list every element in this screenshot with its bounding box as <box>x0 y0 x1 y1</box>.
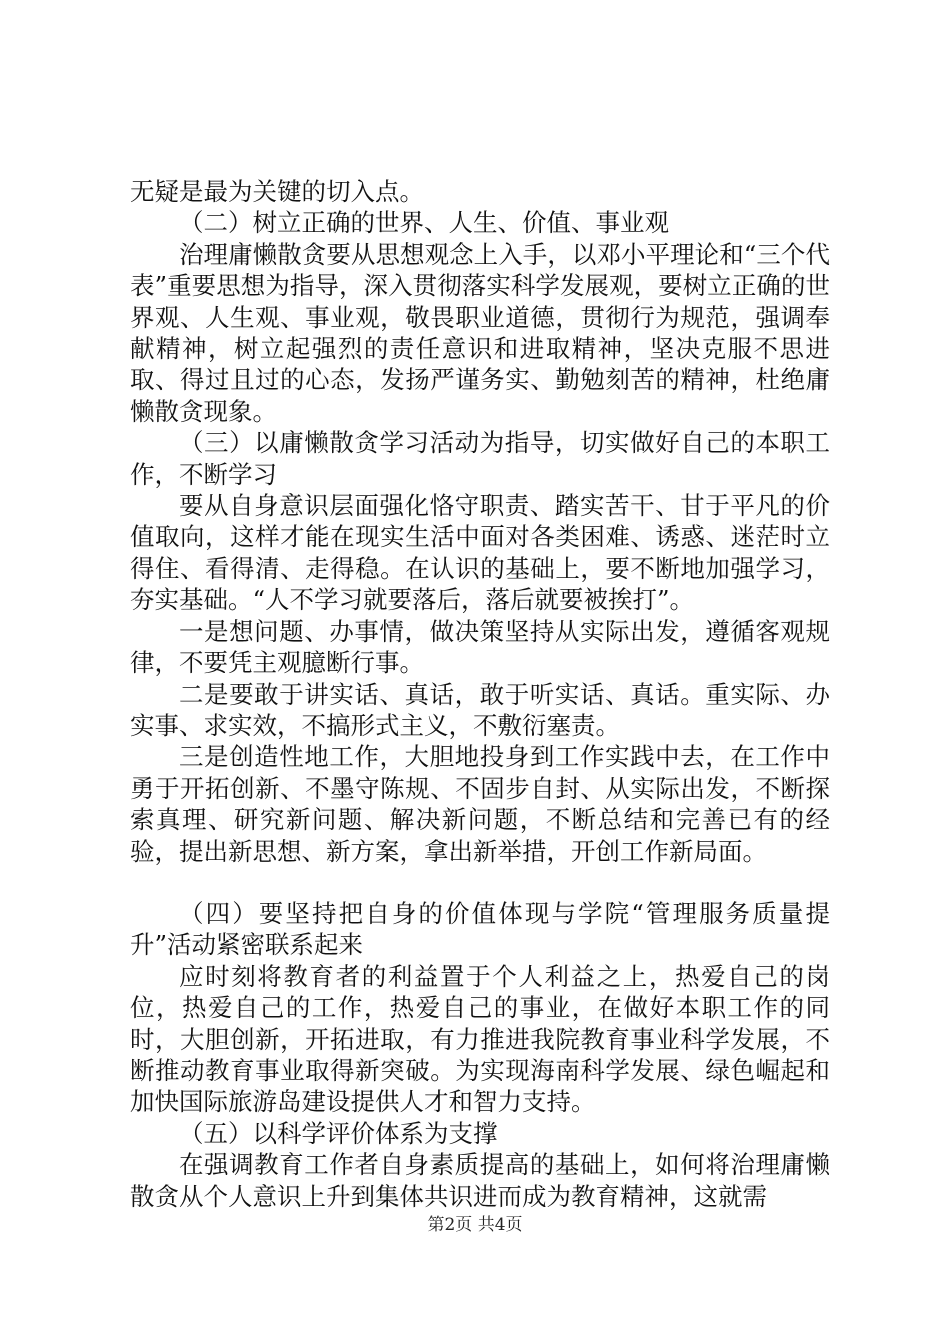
section-heading: （四）要坚持把自身的价值体现与学院“管理服务质量提升”活动紧密联系起来 <box>130 898 830 960</box>
section-heading: （五）以科学评价体系为支撑 <box>179 1118 498 1148</box>
paragraph: 三是创造性地工作，大胆地投身到工作实践中去，在工作中勇于开拓创新、不墨守陈规、不固步自封、从实际出发，不断探索真理、研究新问题、解决新问题，不断总结和完善已有的经验，提出新思想、新方案，拿出新举措，开创工作新局面。 <box>130 742 830 866</box>
section-heading: （三）以庸懒散贪学习活动为指导，切实做好自己的本职工作，不断学习 <box>130 428 830 489</box>
paragraph: 一是想问题、办事情，做决策坚持从实际出发，遵循客观规律，不要凭主观臆断行事。 <box>130 616 830 678</box>
page-number-footer: 第2页 共4页 <box>427 1215 523 1235</box>
paragraph: 二是要敢于讲实话、真话，敢于听实话、真话。重实际、办实事、求实效，不搞形式主义，不敷衍塞责。 <box>130 679 830 740</box>
section-heading: （二）树立正确的世界、人生、价值、事业观 <box>179 208 669 238</box>
document-body <box>130 176 830 1212</box>
paragraph: 在强调教育工作者自身素质提高的基础上，如何将治理庸懒散贪从个人意识上升到集体共识进而成为教育精神，这就需 <box>130 1150 830 1211</box>
paragraph: 无疑是最为关键的切入点。 <box>130 177 424 206</box>
paragraph: 应时刻将教育者的利益置于个人利益之上，热爱自己的岗位，热爱自己的工作，热爱自己的事业，在做好本职工作的同时，大胆创新，开拓进取，有力推进我院教育事业科学发展，不断推动教育事业取得新突破。为实现海南科学发展、绿色崛起和加快国际旅游岛建设提供人才和智力支持。 <box>130 961 830 1117</box>
paragraph: 治理庸懒散贪要从思想观念上入手，以邓小平理论和“三个代表”重要思想为指导，深入贯彻落实科学发展观，要树立正确的世界观、人生观、事业观，敬畏职业道德，贯彻行为规范，强调奉献精神，树立起强烈的责任意识和进取精神，坚决克服不思进取、得过且过的心态，发扬严谨务实、勤勉刻苦的精神，杜绝庸懒散贪现象。 <box>130 239 830 426</box>
paragraph: 要从自身意识层面强化恪守职责、踏实苦干、甘于平凡的价值取向，这样才能在现实生活中面对各类困难、诱惑、迷茫时立得住、看得清、走得稳。在认识的基础上，要不断地加强学习，夯实基础。“人不学习就要落后，落后就要被挨打”。 <box>130 491 830 615</box>
